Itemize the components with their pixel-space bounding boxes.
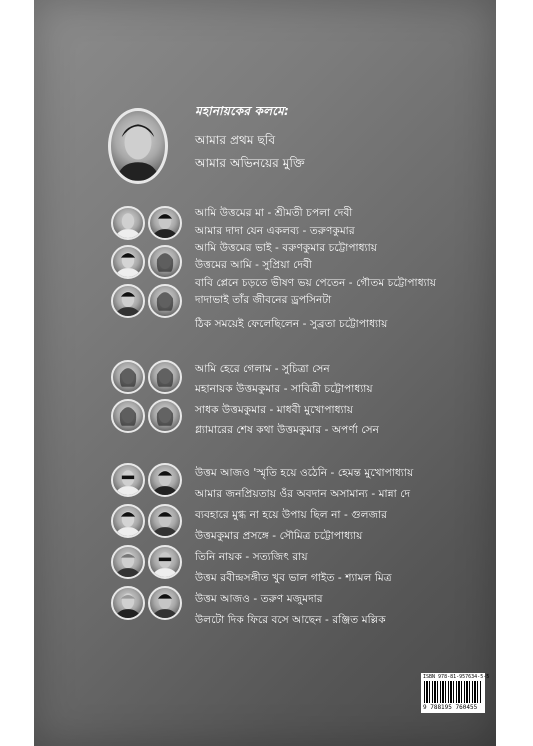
contents-line: উত্তমের আমি - সুপ্রিয়া দেবী: [195, 259, 312, 271]
portrait-photo: [148, 399, 182, 433]
contents-line: আমার জনপ্রিয়তায় ওঁর অবদান অসামান্য - মান্না দে: [195, 488, 411, 500]
portrait-photo: [111, 245, 145, 279]
isbn-text: ISBN 978-81-957634-5-5: [423, 674, 490, 680]
contents-line: ঠিক সময়েই ফেলেছিলেন - সুব্রতা চট্টোপাধ্যায়: [195, 318, 388, 330]
portrait-photo: [148, 463, 182, 497]
contents-line: গ্ল্যামারের শেষ কথা উত্তমকুমার - অপর্ণা সেন: [195, 424, 380, 436]
contents-line: উলটো দিক ফিরে বসে আছেন - রঞ্জিত মল্লিক: [195, 614, 386, 626]
contents-line: উত্তম আজও 'স্মৃতি হয়ে ওঠেনি - হেমন্ত মুখোপাধ্যায়: [195, 467, 414, 479]
intro-line: আমার অভিনয়ের মুক্তি: [195, 156, 305, 170]
portrait-photo: [111, 284, 145, 318]
portrait-photo: [111, 399, 145, 433]
contents-line: দাদাভাই তাঁর জীবনের ড্রপসিনটা: [195, 294, 332, 306]
contents-line: সাধক উত্তমকুমার - মাধবী মুখোপাধ্যায়: [195, 404, 353, 416]
portrait-photo: [111, 206, 145, 240]
portrait-photo: [111, 360, 145, 394]
contents-line: মহানায়ক উত্তমকুমার - সাবিত্রী চট্টোপাধ্যায়: [195, 383, 373, 395]
contents-line: বাবি প্লেনে চড়তে ভীষণ ভয় পেতেন - গৌতম চট্টোপাধ্যায়: [195, 277, 437, 289]
contents-line: আমি উত্তমের ভাই - বরুণকুমার চট্টোপাধ্যায়: [195, 242, 378, 254]
contents-line: উত্তম আজও - তরুণ মজুমদার: [195, 593, 323, 605]
contents-line: তিনি নায়ক - সত্যজিৎ রায়: [195, 551, 308, 563]
portrait-photo: [111, 545, 145, 579]
portrait-photo: [148, 284, 182, 318]
barcode-bars: [424, 681, 482, 703]
contents-line: উত্তম রবীন্দ্রসঙ্গীত খুব ভাল গাইত - শ্যামল মিত্র: [195, 572, 392, 584]
section-heading: মহানায়কের কলমে:: [195, 104, 289, 118]
isbn-barcode: [421, 673, 490, 713]
portrait-photo: [111, 504, 145, 538]
barcode-number: 9 788195 760455: [423, 704, 478, 711]
portrait-uttam-kumar: [108, 108, 168, 184]
portrait-photo: [148, 504, 182, 538]
contents-line: আমি উত্তমের মা - শ্রীমতী চপলা দেবী: [195, 207, 353, 219]
portrait-photo: [148, 586, 182, 620]
portrait-photo: [111, 463, 145, 497]
contents-line: আমি হেরে গেলাম - সুচিত্রা সেন: [195, 363, 330, 375]
intro-line: আমার প্রথম ছবি: [195, 133, 276, 147]
contents-line: ব্যবহারে মুগ্ধ না হয়ে উপায় ছিল না - গুলজার: [195, 509, 388, 521]
portrait-photo: [148, 360, 182, 394]
portrait-photo: [148, 206, 182, 240]
contents-line: আমার দাদা যেন একলব্য - তরুণকুমার: [195, 225, 355, 237]
portrait-photo: [148, 245, 182, 279]
portrait-photo: [148, 545, 182, 579]
portrait-photo: [111, 586, 145, 620]
contents-line: উত্তমকুমার প্রসঙ্গে - সৌমিত্র চট্টোপাধ্যায়: [195, 530, 363, 542]
